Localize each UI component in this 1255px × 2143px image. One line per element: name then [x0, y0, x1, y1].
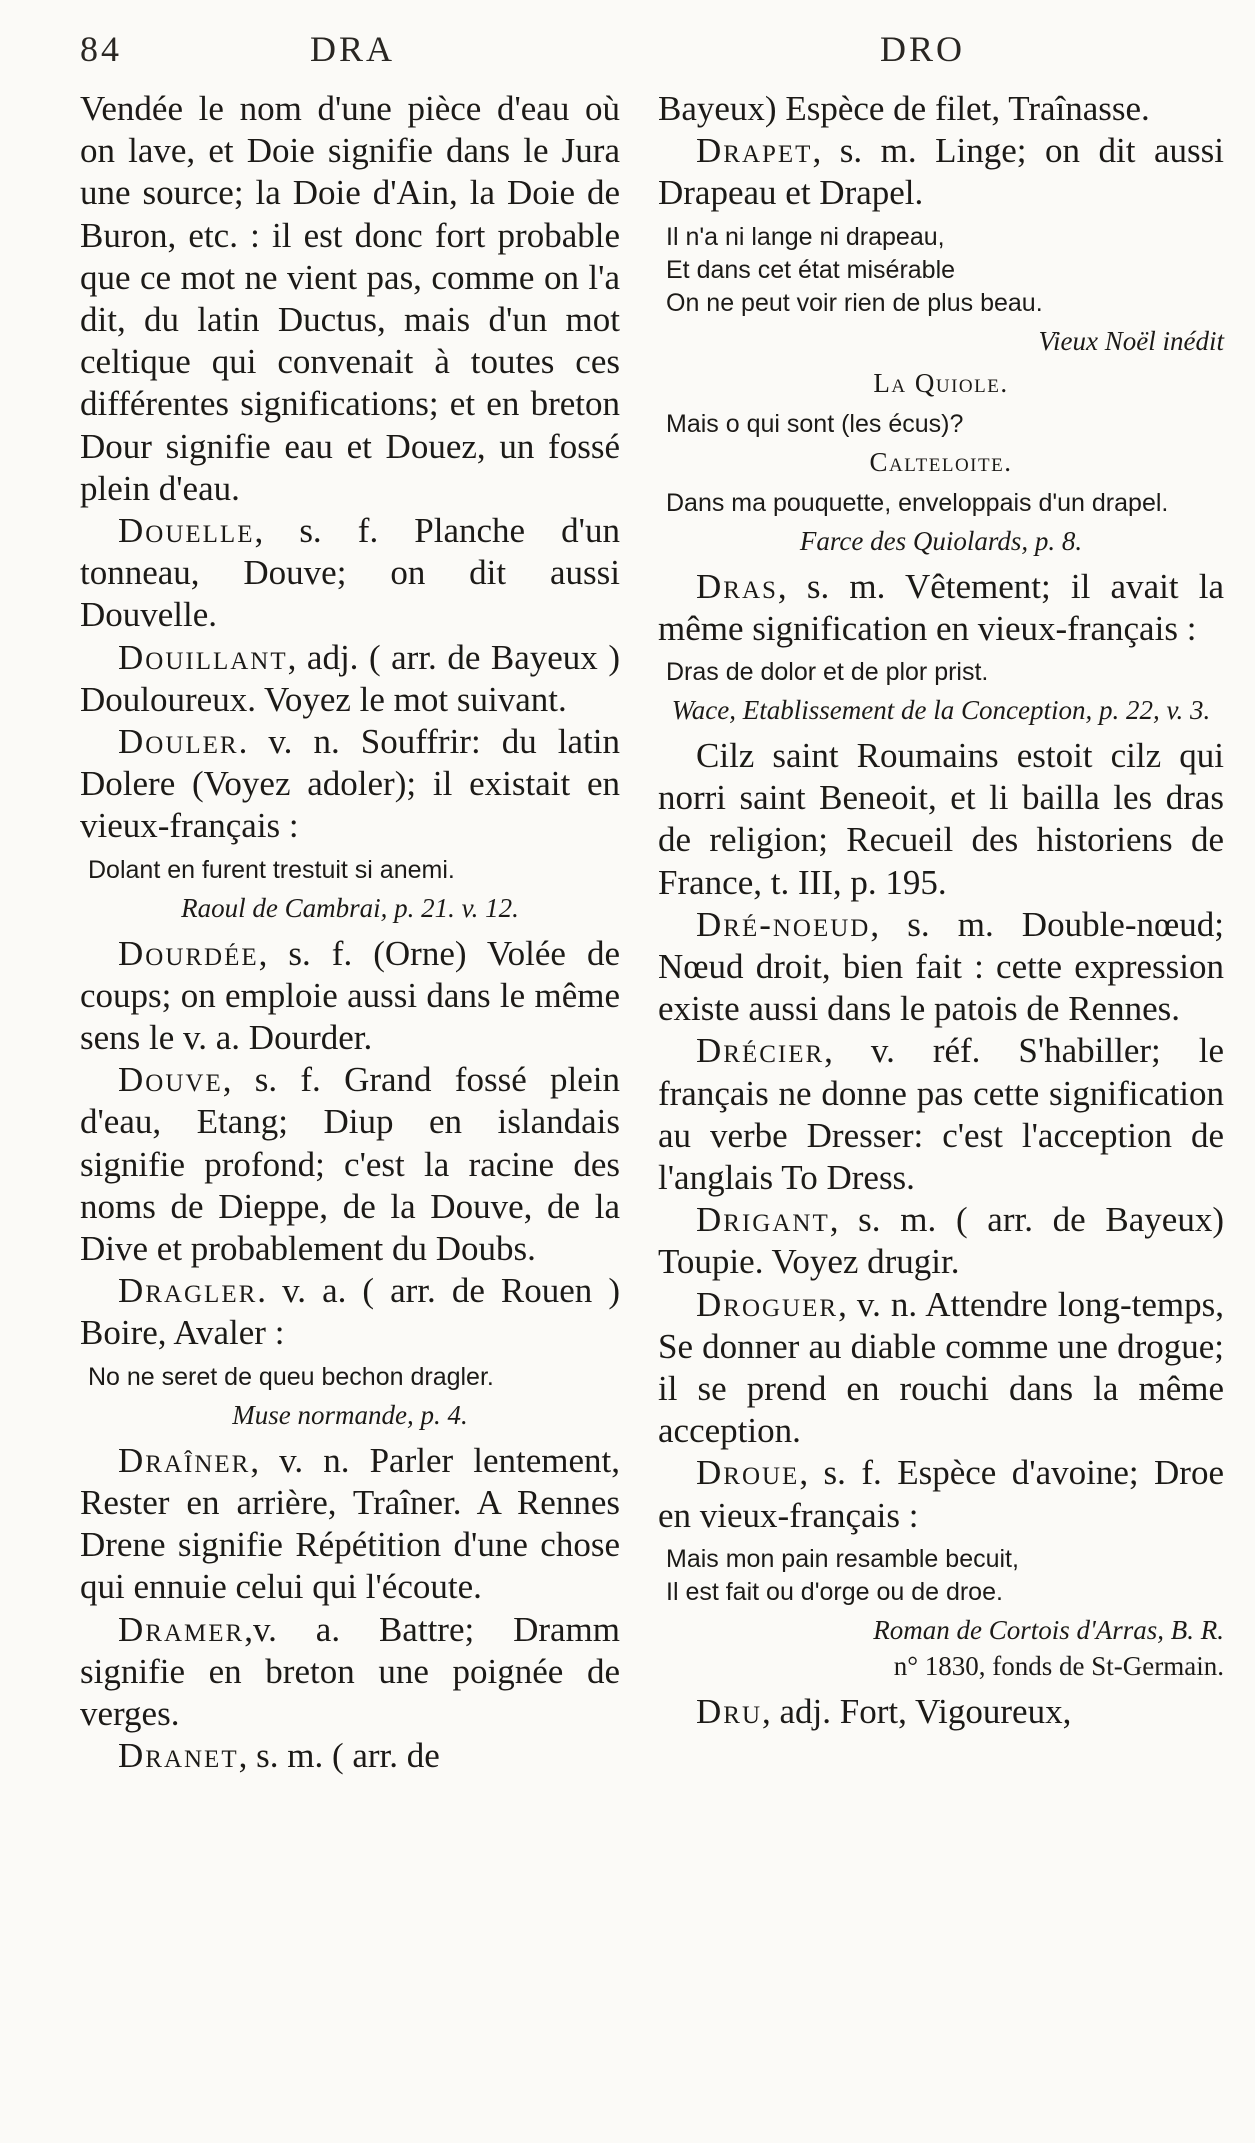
headword: Dourdée: [118, 933, 259, 973]
headword: Dré-noeud: [696, 904, 871, 944]
entry-dramer: [80, 1609, 620, 1736]
entry-douve: [80, 1059, 620, 1270]
entry-doie-continued: Vendée le nom d'une pièce d'eau où on lave, et Doie signifie dans le Jura une source; la Doie d'Ain, la Doie de Buron, etc. : il est donc fort probable que ce mot ne vient pas, comme on l'a dit, du latin Ductus, mais d'un mot celtique qui convenait à toutes ces différentes significations; et en breton Dour signifie eau et Douez, un fossé plein d'eau.: [80, 89, 620, 508]
definition: . v. n. Souffrir: du latin Dolere (Voyez adoler); il existait en vieux-français :: [80, 722, 620, 846]
entry-droguer: [658, 1284, 1224, 1453]
definition: , s. f. Espèce d'avoine; Droe en vieux-français :: [658, 1453, 1224, 1535]
definition: , adj. ( arr. de Bayeux ) Douloureux. Voyez le mot suivant.: [80, 637, 620, 719]
headword: Draîner: [118, 1440, 251, 1480]
right-running-head: DRO: [880, 29, 966, 69]
speaker-name: La Quiole.: [873, 367, 1009, 398]
headword: Dras: [696, 566, 778, 606]
entry-drainer: [80, 1440, 620, 1609]
definition: , s. f. Grand fossé plein d'eau, Etang; Diup en islandais signifie profond; c'est la racine des noms de Dieppe, de la Douve, de la Dive et probablement du Doubs.: [80, 1060, 620, 1269]
headword: Droue: [696, 1453, 800, 1493]
headword: Dranet: [118, 1736, 239, 1776]
headword: Douillant: [118, 637, 288, 677]
quotation: Dras de dolor et de plor prist.: [666, 658, 989, 687]
quotation-line: Dans ma pouquette, enveloppais d'un drapel.: [666, 488, 1169, 517]
citation: Vieux Noël inédit: [1038, 325, 1224, 356]
right-column: [658, 88, 1224, 1733]
definition: , v. n. Attendre long-temps, Se donner au diable comme une drogue; il se prend en rouchi dans la même acception.: [658, 1284, 1224, 1451]
headword: Drécier: [696, 1031, 825, 1071]
headword: Douler: [118, 722, 239, 762]
quotation-line: On ne peut voir rien de plus beau.: [666, 288, 1043, 317]
quotation-line: Il est fait ou d'orge ou de droe.: [666, 1577, 1003, 1606]
entry-douler: [80, 721, 620, 848]
entry-dre-noeud: [658, 904, 1224, 1031]
page-number: 84: [80, 29, 122, 69]
entry-drigant: [658, 1199, 1224, 1283]
citation: Farce des Quiolards, p. 8.: [799, 525, 1083, 556]
entry-drecier: [658, 1030, 1224, 1199]
definition: , s. m. ( arr. de: [238, 1736, 440, 1776]
definition: , s. m. Double-nœud; Nœud droit, bien fait : cette expression existe aussi dans le patois de Rennes.: [658, 904, 1224, 1029]
page-header: [0, 22, 1255, 82]
citation: n° 1830, fonds de St-Germain.: [893, 1650, 1224, 1681]
definition: . v. a. ( arr. de Rouen ) Boire, Avaler :: [80, 1271, 620, 1353]
headword: Douelle: [118, 511, 255, 551]
citation: Raoul de Cambrai, p. 21. v. 12.: [181, 892, 519, 923]
definition: , s. f. (Orne) Volée de coups; on emploie aussi dans le même sens le v. a. Dourder.: [80, 933, 620, 1058]
definition: , adj. Fort, Vigoureux,: [762, 1691, 1072, 1731]
entry-douelle: [80, 510, 620, 637]
headword: Dragler: [118, 1271, 258, 1311]
entry-drapet: [658, 130, 1224, 214]
citation: Muse normande, p. 4.: [232, 1399, 468, 1430]
headword: Drigant: [696, 1200, 830, 1240]
headword: Dru: [696, 1691, 763, 1731]
citation: Roman de Cortois d'Arras, B. R.: [873, 1614, 1224, 1645]
left-running-head: DRA: [310, 29, 396, 69]
entry-dranet: [80, 1735, 620, 1777]
quotation: No ne seret de queu bechon dragler.: [88, 1362, 494, 1391]
speaker: [658, 445, 1224, 479]
prose-quotation: Cilz saint Roumains estoit cilz qui norri saint Beneoit, et li bailla les dras de religion; Recueil des historiens de France, t. III, p. 195.: [658, 736, 1224, 902]
definition: , s. m. Vêtement; il avait la même signification en vieux-français :: [658, 566, 1224, 648]
entry-droue: [658, 1452, 1224, 1536]
entry-dras: [658, 566, 1224, 650]
headword: Drapet: [696, 131, 813, 171]
quotation-line: Il n'a ni lange ni drapeau,: [666, 222, 945, 251]
definition: , s. f. Planche d'un tonneau, Douve; on dit aussi Douvelle.: [80, 511, 620, 635]
citation: Wace, Etablissement de la Conception, p. 22, v. 3.: [671, 695, 1211, 726]
entry-douillant: [80, 637, 620, 721]
headword: Douve: [118, 1060, 223, 1100]
left-column: [80, 88, 620, 1777]
definition: ,v. a. Battre; Dramm signifie en breton une poignée de verges.: [80, 1609, 620, 1733]
entry-dranet-continued: Bayeux) Espèce de filet, Traînasse.: [658, 89, 1150, 128]
entry-dragler: [80, 1270, 620, 1354]
quotation-line: Et dans cet état misérable: [666, 255, 956, 284]
quotation-line: Mais o qui sont (les écus)?: [666, 409, 964, 438]
entry-dourdee: [80, 933, 620, 1060]
definition: , v. réf. S'habiller; le français ne donne pas cette signification au verbe Dresser: c'est l'acception de l'anglais To Dress.: [658, 1031, 1224, 1198]
definition: , v. n. Parler lentement, Rester en arrière, Traîner. A Rennes Drene signifie Répétition d'une chose qui ennuie celui qui l'écoute.: [80, 1440, 620, 1607]
speaker: [658, 366, 1224, 400]
definition: , s. m. ( arr. de Bayeux) Toupie. Voyez drugir.: [658, 1200, 1224, 1282]
quotation: Dolant en furent trestuit si anemi.: [88, 855, 455, 884]
quotation-line: Mais mon pain resamble becuit,: [666, 1544, 1019, 1573]
definition: , s. m. Linge; on dit aussi Drapeau et Drapel.: [658, 131, 1224, 213]
speaker-name: Calteloite.: [869, 446, 1013, 477]
entry-dru: [658, 1691, 1224, 1733]
headword: Droguer: [696, 1284, 839, 1324]
headword: Dramer: [118, 1609, 245, 1649]
